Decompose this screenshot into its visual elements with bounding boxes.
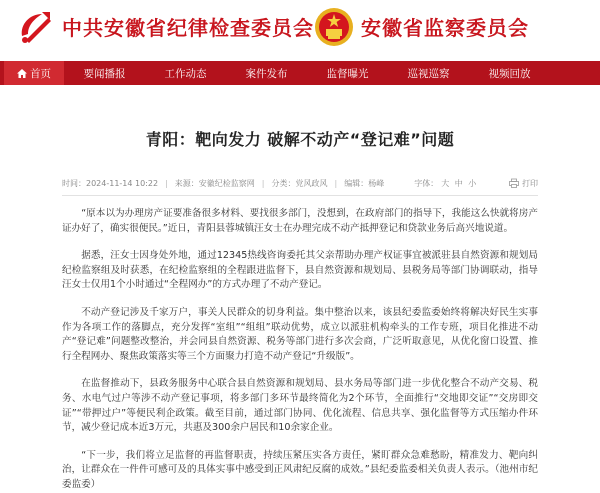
nav-item-news[interactable]: 要闻播报 — [83, 67, 126, 80]
print-button[interactable] — [509, 178, 538, 189]
national-emblem-icon — [313, 6, 355, 48]
font-size-label: 字体： — [414, 179, 439, 188]
nav-item-work[interactable]: 工作动态 — [164, 67, 207, 80]
left-org-title: 中共安徽省纪律检查委员会 — [62, 16, 314, 40]
article-container — [0, 127, 600, 493]
font-size-big[interactable]: 大 — [441, 179, 450, 188]
publish-time: 时间：2024-11-14 10:22 — [62, 179, 159, 188]
article-paragraph: “下一步，我们将立足监督的再监督职责，持续压紧压实各方责任，紧盯群众急难愁盼，精准发力、靶向纠治，让群众在一件件可感可及的具体实事中感受到正风肃纪反腐的成效。”县纪委监委相关负责人表示。（池州市纪委监委） — [62, 449, 538, 490]
printer-icon — [509, 179, 519, 188]
font-size-small[interactable]: 小 — [468, 179, 477, 188]
article-meta: 时间：2024-11-14 10:22 | 来源：安徽纪检监察网 | 分类：党风政风 | 编辑：杨峰 字体： 大 中 小 打印 — [62, 179, 538, 188]
meta-divider — [62, 195, 538, 196]
site-header — [0, 0, 600, 61]
article-source: 来源：安徽纪检监察网 — [174, 179, 255, 188]
right-org-title: 安徽省监察委员会 — [361, 16, 529, 40]
font-size-mid[interactable]: 中 — [454, 179, 463, 188]
main-nav — [0, 61, 600, 85]
nav-item-exposure[interactable]: 监督曝光 — [326, 67, 369, 80]
article-paragraph: “原本以为办理房产证要准备很多材料、要找很多部门，没想到，在政府部门的指导下，我能这么快就将房产证办好了，确实很便民。”近日，青阳县蓉城镇汪女士在办理完成不动产抵押登记和贷款业务后高兴地说道。 — [62, 208, 538, 234]
nav-item-video[interactable]: 视频回放 — [488, 67, 531, 80]
article-paragraph: 据悉，汪女士因身处外地，通过12345热线咨询委托其父亲帮助办理产权证事宜被派驻县自然资源和规划局纪检监察组及时获悉，在纪检监察组的全程跟进监督下，县自然资源和规划局、县税务局等部门协调联动，指导汪女士仅用1个小时通过“全程网办”的方式办理了不动产登记。 — [62, 250, 538, 291]
nav-item-label: 首页 — [30, 67, 51, 80]
nav-item-inspection[interactable]: 巡视巡察 — [407, 67, 450, 80]
article-paragraph: 不动产登记涉及千家万户，事关人民群众的切身利益。集中整治以来，该县纪委监委始终将解决好民生实事作为各项工作的落脚点，充分发挥“室组”“组组”联动优势，成立以派驻机构牵头的工作专班，项目化推进不动产“登记难”问题整改整治，并会同县自然资源、税务等部门进行多次会商，广泛听取意见，从优化窗口设置、推行全程网办、聚焦政策落实等三个方面聚力打造不动产登记“升级版”。 — [62, 306, 538, 362]
article-title: 青阳：靶向发力 破解不动产“登记难”问题 — [145, 130, 455, 149]
party-emblem-icon — [14, 6, 56, 48]
article-category: 分类：党风政风 — [271, 179, 328, 188]
article-editor: 编辑：杨峰 — [344, 179, 385, 188]
print-label: 打印 — [522, 179, 538, 188]
nav-item-home[interactable] — [4, 61, 64, 85]
article-paragraph: 在监督推动下，县政务服务中心联合县自然资源和规划局、县水务局等部门进一步优化整合不动产交易、税务、水电气过户等涉不动产登记事项，将多部门多环节最终简化为2个环节，全面推行“交地即交证”“交房即交证”“带押过户”等便民利企政策。截至目前，通过部门协同、优化流程、信息共享、强化监督等方式压缩办件环节，减少登记成本近3万元，共惠及300余户居民和10余家企业。 — [62, 378, 538, 434]
font-size-control — [414, 178, 479, 189]
nav-item-cases[interactable]: 案件发布 — [245, 67, 288, 80]
home-icon — [17, 69, 27, 78]
